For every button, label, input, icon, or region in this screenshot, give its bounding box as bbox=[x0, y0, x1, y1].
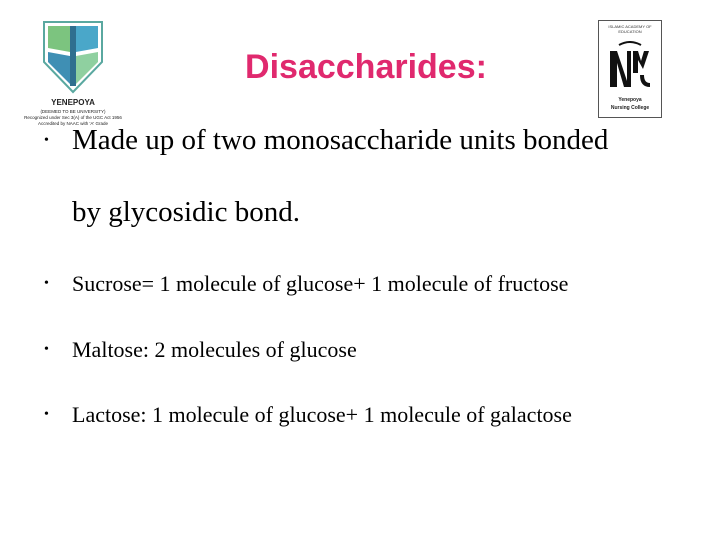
logo-left-subtitle-3: Accredited by NAAC with 'A' Grade bbox=[38, 121, 108, 126]
slide-title: Disaccharides: bbox=[245, 48, 487, 86]
bullet-marker: • bbox=[44, 276, 49, 291]
bullet-marker: • bbox=[44, 133, 49, 148]
bullet-1-line-1: Made up of two monosaccharide units bonded bbox=[72, 124, 609, 156]
logo-right-name-line-1: Yenepoya bbox=[618, 97, 642, 103]
bullet-4-text: Lactose: 1 molecule of glucose+ 1 molecule of galactose bbox=[72, 402, 572, 427]
logo-right-top-text: ISLAMIC ACADEMY OF EDUCATION bbox=[608, 24, 652, 34]
bullet-3-text: Maltose: 2 molecules of glucose bbox=[72, 337, 357, 362]
bullet-1-line-2: by glycosidic bond. bbox=[72, 196, 300, 228]
bullet-marker: • bbox=[44, 407, 49, 422]
bullet-2-text: Sucrose= 1 molecule of glucose+ 1 molecule of fructose bbox=[72, 271, 569, 296]
logo-left-name: YENEPOYA bbox=[51, 98, 95, 107]
logo-left-subtitle-1: (DEEMED TO BE UNIVERSITY) bbox=[40, 109, 106, 114]
bullet-marker: • bbox=[44, 342, 49, 357]
logo-left-subtitle-2: Recognized under Sec 3(A) of the UGC Act 1956 bbox=[24, 115, 122, 120]
logo-right-name-line-2: Nursing College bbox=[610, 105, 650, 111]
